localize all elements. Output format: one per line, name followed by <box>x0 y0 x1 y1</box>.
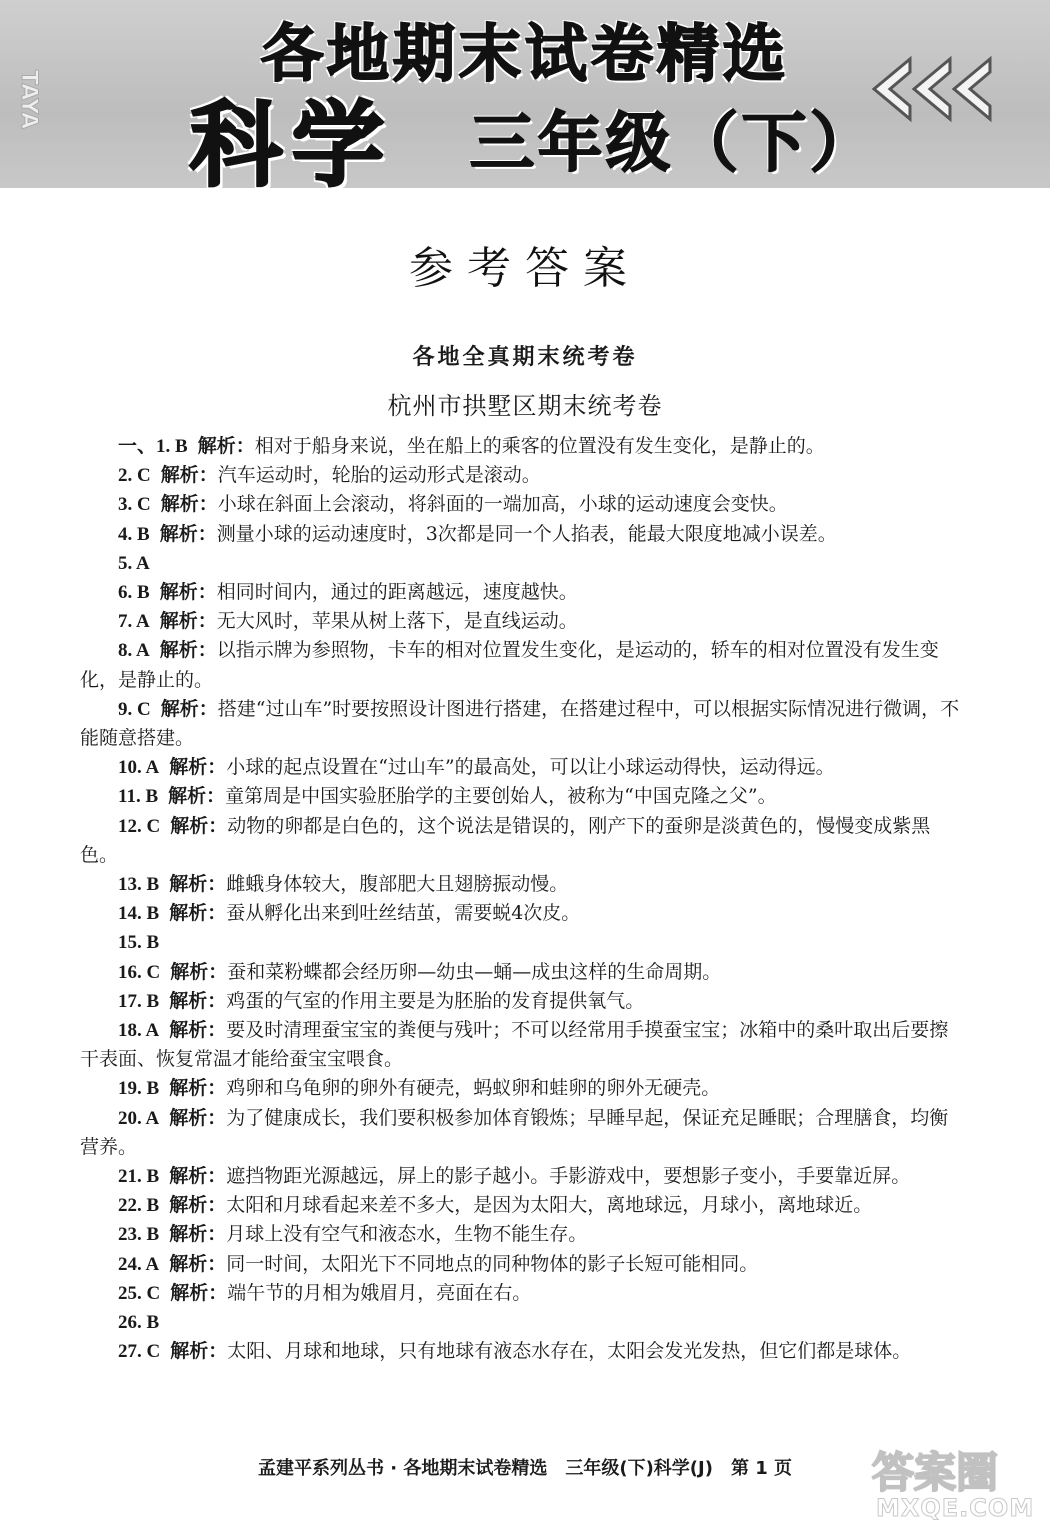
answer-list <box>80 432 960 1367</box>
answer-explanation: 为了健康成长，我们要积极参加体育锻炼；早睡早起，保证充足睡眠；合理膳食，均衡营养。 <box>80 1106 949 1158</box>
answer-label: 解析： <box>170 814 228 837</box>
answer-number: 23. B <box>118 1224 160 1246</box>
answer-item <box>80 695 960 753</box>
answer-label: 解析： <box>169 1252 227 1275</box>
answer-item <box>80 636 960 694</box>
answer-explanation: 小球的起点设置在“过山车”的最高处，可以让小球运动得快，运动得远。 <box>226 756 835 779</box>
answer-item <box>80 753 960 782</box>
answer-item <box>80 1337 960 1366</box>
answer-item <box>80 490 960 519</box>
answer-number: 10. A <box>118 757 160 779</box>
answer-number: 15. B <box>118 932 160 954</box>
answer-item <box>80 1250 960 1279</box>
answer-label: 解析： <box>159 610 217 633</box>
exam-title: 杭州市拱墅区期末统考卷 <box>387 392 663 420</box>
answer-number: 26. B <box>118 1312 160 1334</box>
answer-number: 27. C <box>118 1341 161 1363</box>
answer-explanation: 测量小球的运动速度时，3次都是同一个人掐表，能最大限度地减小误差。 <box>216 522 837 545</box>
answer-item <box>80 812 960 870</box>
answer-label: 解析： <box>169 1165 227 1188</box>
answer-item <box>80 432 960 461</box>
answer-explanation: 太阳、月球和地球，只有地球有液态水存在，太阳会发光发热，但它们都是球体。 <box>227 1340 912 1363</box>
answer-label: 解析： <box>160 464 218 487</box>
answer-item <box>80 578 960 607</box>
answer-number: 22. B <box>118 1195 160 1217</box>
answer-number: 12. C <box>118 815 161 837</box>
section-title: 各地全真期末统考卷 <box>412 345 638 370</box>
answer-item <box>80 1104 960 1162</box>
series-title: 各地期末试卷精选 <box>260 17 789 90</box>
answer-label: 解析： <box>170 960 228 983</box>
answer-explanation: 鸡蛋的气室的作用主要是为胚胎的发育提供氧气。 <box>226 989 645 1012</box>
svg-text:TAYA: TAYA <box>16 70 41 130</box>
answer-number: 13. B <box>118 874 160 896</box>
answer-label: 解析： <box>160 697 218 720</box>
answer-label: 解析： <box>169 902 227 925</box>
answer-explanation: 遮挡物距光源越远，屏上的影子越小。手影游戏中，要想影子变小，手要靠近屏。 <box>226 1165 911 1188</box>
answer-number: 20. A <box>118 1107 160 1129</box>
answer-item <box>80 958 960 987</box>
answer-item <box>80 899 960 928</box>
answer-item <box>80 1220 960 1249</box>
answer-label: 解析： <box>168 785 226 808</box>
answer-explanation: 太阳和月球看起来差不多大，是因为太阳大，离地球远，月球小，离地球近。 <box>226 1194 873 1217</box>
answer-label: 解析： <box>169 1019 227 1042</box>
answer-number: 24. A <box>118 1253 160 1275</box>
answer-number: 19. B <box>118 1078 160 1100</box>
answer-item <box>80 520 960 549</box>
answer-number: 8. A <box>118 640 150 662</box>
answer-item <box>80 1074 960 1103</box>
answer-explanation: 鸡卵和乌龟卵的卵外有硬壳，蚂蚁卵和蛙卵的卵外无硬壳。 <box>226 1077 721 1100</box>
subject-title: 科学 <box>190 92 395 199</box>
answer-label: 解析： <box>169 873 227 896</box>
watermark-url: MXQE.COM <box>876 1494 1035 1522</box>
answer-item <box>80 870 960 899</box>
answer-label: 解析： <box>159 581 217 604</box>
answer-number: 2. C <box>118 465 151 487</box>
watermark-text: 答案圈 <box>872 1448 999 1497</box>
answer-number: 一、1. B <box>118 436 188 457</box>
answer-label: 解析： <box>169 756 227 779</box>
answer-number: 6. B <box>118 582 150 604</box>
answer-item <box>80 549 960 578</box>
answer-explanation: 童第周是中国实验胚胎学的主要创始人，被称为“中国克隆之父”。 <box>225 785 777 808</box>
answer-number: 21. B <box>118 1166 160 1188</box>
answer-label: 解析： <box>169 1223 227 1246</box>
answer-label: 解析： <box>169 1194 227 1217</box>
page-title: 参考答案 <box>409 243 641 294</box>
watermark-logo <box>868 1440 1043 1530</box>
answer-number: 3. C <box>118 494 151 516</box>
answer-explanation: 蚕从孵化出来到吐丝结茧，需要蜕4次皮。 <box>226 902 581 925</box>
answer-explanation: 端午节的月相为娥眉月，亮面在右。 <box>227 1281 532 1304</box>
answer-label: 解析： <box>169 1106 227 1129</box>
answer-number: 14. B <box>118 903 160 925</box>
answer-label: 解析： <box>197 435 255 457</box>
answer-number: 7. A <box>118 611 150 633</box>
answer-item <box>80 461 960 490</box>
answer-item <box>80 987 960 1016</box>
answer-item <box>80 928 960 957</box>
answer-item <box>80 1308 960 1337</box>
answer-item <box>80 607 960 636</box>
answer-number: 9. C <box>118 698 151 720</box>
answer-number: 5. A <box>118 552 150 574</box>
answer-item <box>80 782 960 811</box>
answer-number: 18. A <box>118 1020 160 1042</box>
answer-explanation: 相同时间内，通过的距离越远，速度越快。 <box>216 581 578 604</box>
answer-number: 17. B <box>118 990 160 1012</box>
answer-explanation: 动物的卵都是白色的，这个说法是错误的，刚产下的蚕卵是淡黄色的，慢慢变成紫黑色。 <box>80 814 931 866</box>
answer-number: 25. C <box>118 1282 161 1304</box>
answer-explanation: 相对于船身来说，坐在船上的乘客的位置没有发生变化，是静止的。 <box>254 435 825 457</box>
answer-number: 4. B <box>118 523 150 545</box>
answer-item <box>80 1191 960 1220</box>
answer-label: 解析： <box>170 1281 228 1304</box>
answer-explanation: 小球在斜面上会滚动，将斜面的一端加高，小球的运动速度会变快。 <box>217 493 788 516</box>
answer-label: 解析： <box>160 493 218 516</box>
answer-explanation: 以指示牌为参照物，卡车的相对位置发生变化，是运动的，轿车的相对位置没有发生变化，是静止的。 <box>80 639 939 691</box>
answer-explanation: 雌蛾身体较大，腹部肥大且翅膀振动慢。 <box>226 873 569 896</box>
answer-item <box>80 1279 960 1308</box>
grade-title: 三年级（下） <box>470 107 878 181</box>
triple-arrow-icon <box>870 54 1000 124</box>
answer-explanation: 搭建“过山车”时要按照设计图进行搭建，在搭建过程中，可以根据实际情况进行微调，不能随意搭建。 <box>80 697 960 750</box>
answer-number: 11. B <box>118 786 159 808</box>
answer-label: 解析： <box>169 1077 227 1100</box>
answer-item <box>80 1016 960 1074</box>
answer-label: 解析： <box>159 522 217 545</box>
answer-explanation: 无大风时，苹果从树上落下，是直线运动。 <box>216 610 578 633</box>
answer-number: 16. C <box>118 961 161 983</box>
answer-label: 解析： <box>159 639 217 662</box>
answer-explanation: 月球上没有空气和液态水，生物不能生存。 <box>226 1223 588 1246</box>
page-footer: 孟建平系列丛书 · 各地期末试卷精选 三年级(下)科学(J) 第 1 页 <box>257 1458 793 1479</box>
answer-explanation: 要及时清理蚕宝宝的粪便与残叶；不可以经常用手摸蚕宝宝；冰箱中的桑叶取出后要擦干表面、恢复常温才能给蚕宝宝喂食。 <box>80 1019 949 1071</box>
answer-label: 解析： <box>169 989 227 1012</box>
answer-explanation: 同一时间，太阳光下不同地点的同种物体的影子长短可能相同。 <box>226 1252 759 1275</box>
answer-label: 解析： <box>170 1340 228 1363</box>
answer-explanation: 汽车运动时，轮胎的运动形式是滚动。 <box>217 464 541 487</box>
answer-explanation: 蚕和菜粉蝶都会经历卵—幼虫—蛹—成虫这样的生命周期。 <box>227 960 722 983</box>
answer-item <box>80 1162 960 1191</box>
